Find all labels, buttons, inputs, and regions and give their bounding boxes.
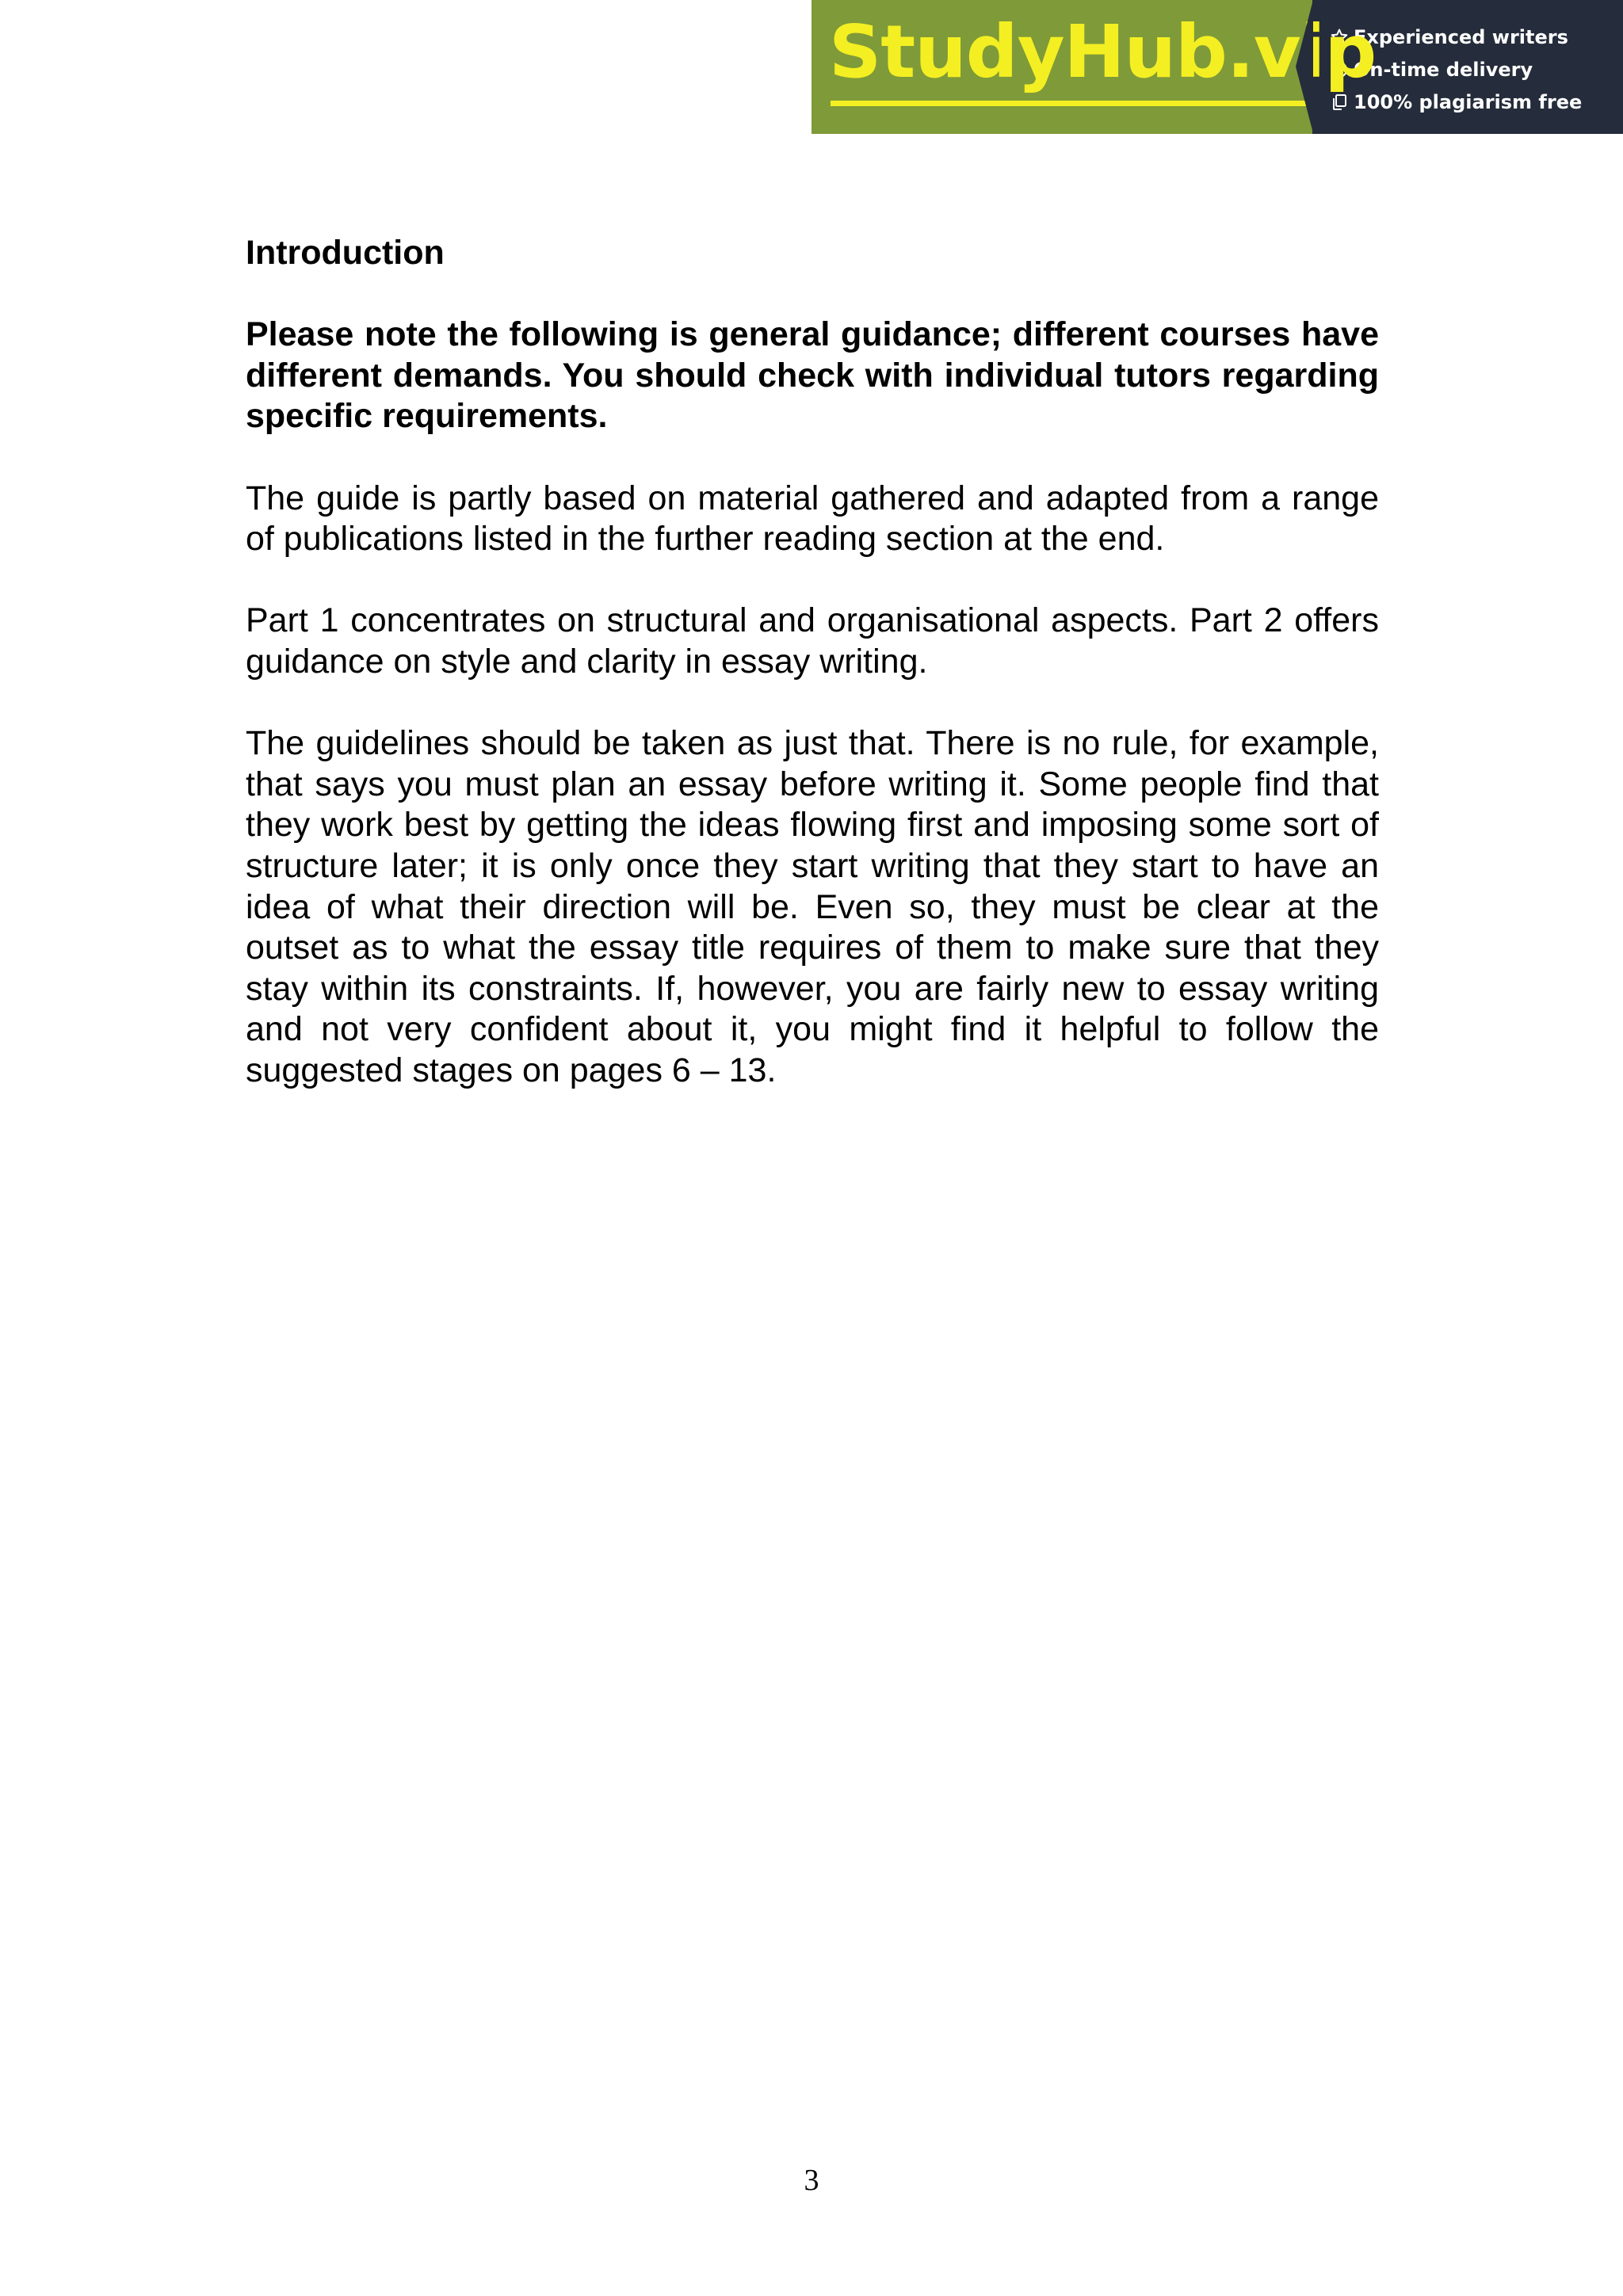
logo-underline: [831, 101, 1311, 106]
feature-label: 100% plagiarism free: [1354, 90, 1583, 113]
banner-arrow-divider: [1296, 0, 1313, 133]
document-body: [246, 233, 1379, 1132]
body-paragraph: The guidelines should be taken as just that. There is no rule, for example, that says you must plan an essay before writing it. Some people find that they work best by getting the ideas flowing first and imposing some sort of structure later; it is only once they start writing that they start to have an idea of what their direction will be. Even so, they must be clear at the outset as to what the essay title requires of them to make sure that they stay within its constraints. If, however, you are fairly new to essay writing and not very confident about it, you might find it helpful to follow the suggested stages on pages 6 – 13.: [246, 724, 1379, 1089]
section-heading: Introduction: [246, 234, 445, 272]
feature-label: Experienced writers: [1354, 25, 1568, 48]
studyhub-logo: StudyHub.vip: [829, 10, 1377, 94]
feature-label: On-time delivery: [1354, 58, 1533, 81]
copy-icon: [1330, 93, 1349, 112]
guidance-note: Please note the following is general guidance; different courses have different demands. You should check with individual tutors regarding specific requirements.: [246, 315, 1379, 436]
studyhub-banner[interactable]: [812, 0, 1623, 134]
body-paragraph: Part 1 concentrates on structural and organisational aspects. Part 2 offers guidance on style and clarity in essay writing.: [246, 601, 1379, 681]
brand-panel: [812, 0, 1377, 134]
body-paragraph: The guide is partly based on material gathered and adapted from a range of publications listed in the further reading section at the end.: [246, 479, 1379, 559]
page-number: 3: [804, 2164, 819, 2197]
